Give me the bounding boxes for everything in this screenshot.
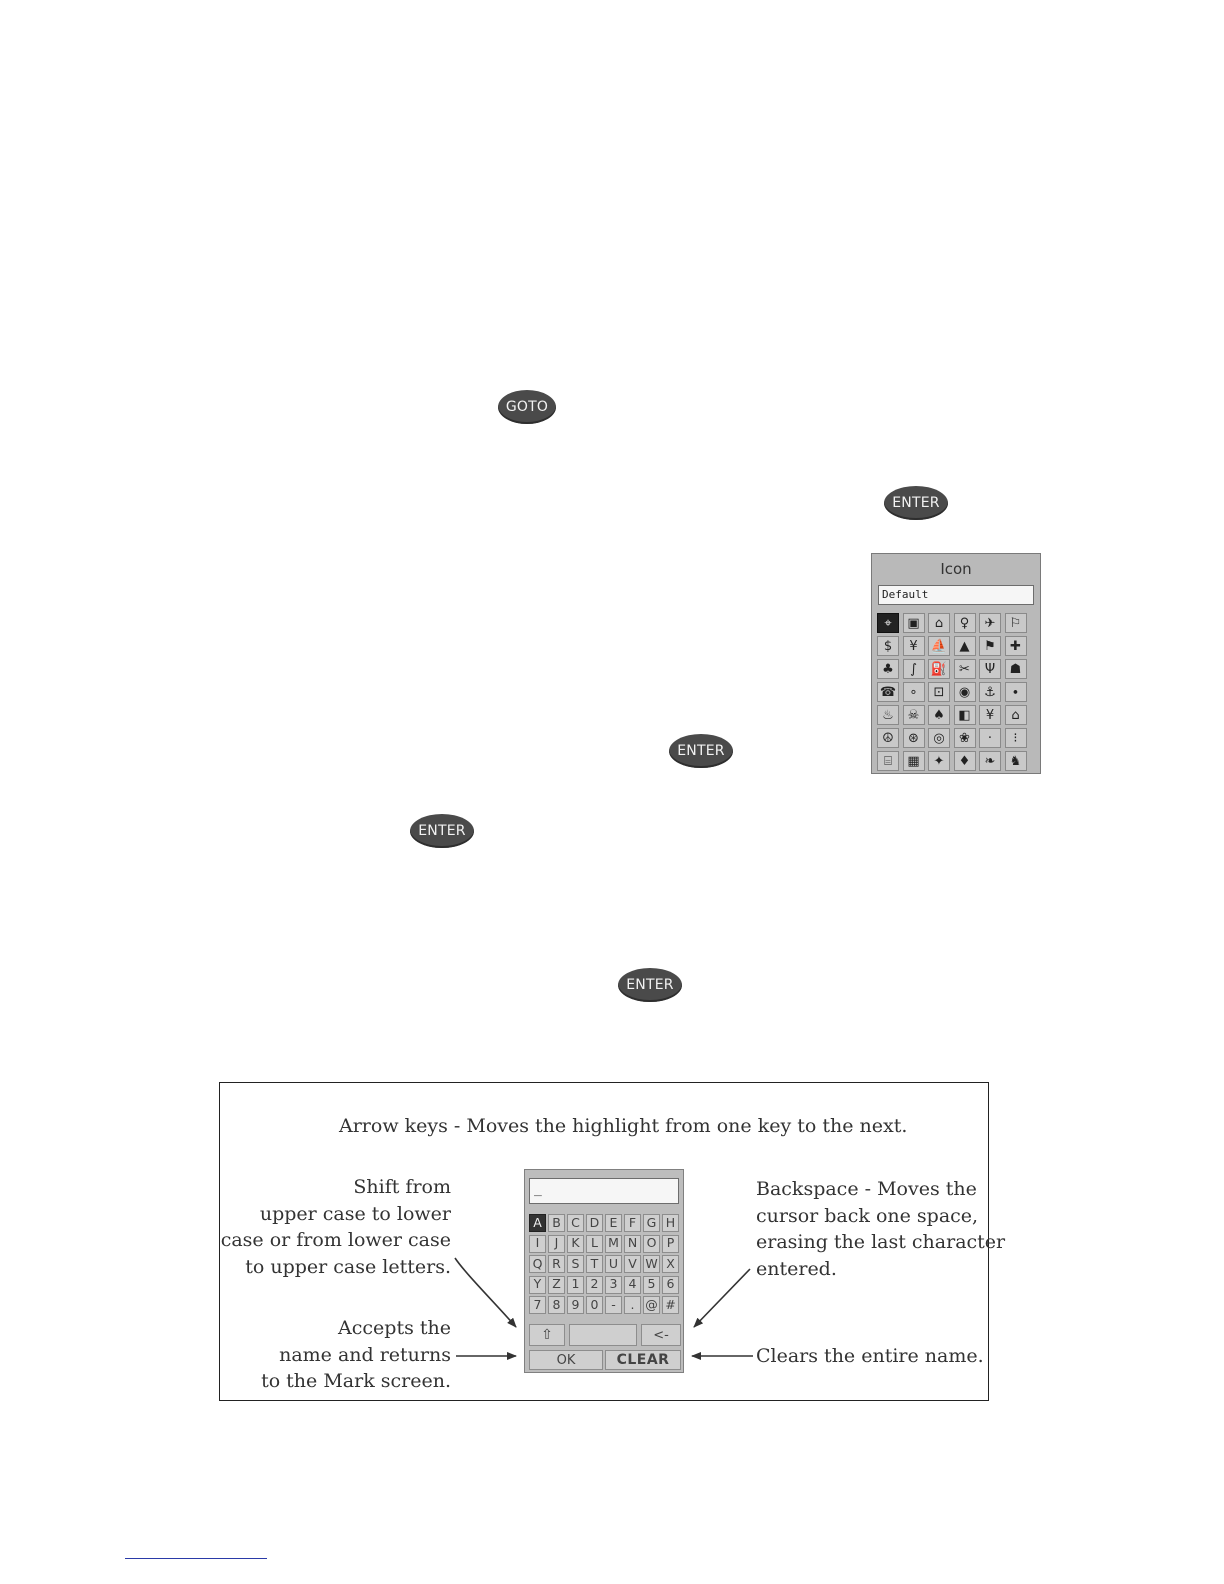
backspace-caption	[756, 1176, 1005, 1282]
keyboard-key[interactable]: 4	[624, 1276, 641, 1294]
keyboard-key[interactable]: I	[529, 1235, 546, 1253]
caption-line: erasing the last character	[756, 1231, 1006, 1253]
waypoint-icon-option[interactable]: ∙	[1005, 682, 1027, 702]
keyboard-diagram	[219, 1082, 1006, 1401]
keyboard-key[interactable]: K	[567, 1235, 584, 1253]
waypoint-icon-option[interactable]: $	[877, 636, 899, 656]
keyboard-key[interactable]: 1	[567, 1276, 584, 1294]
keyboard-key[interactable]: D	[586, 1214, 603, 1232]
waypoint-icon-option[interactable]: ▦	[903, 751, 925, 771]
keyboard-key[interactable]: V	[624, 1255, 641, 1273]
keyboard-key[interactable]: E	[605, 1214, 622, 1232]
shift-caption	[221, 1174, 451, 1280]
waypoint-icon-option[interactable]: ▣	[903, 613, 925, 633]
waypoint-icon-option[interactable]: ⌸	[877, 751, 899, 771]
keyboard-key[interactable]: 7	[529, 1296, 546, 1314]
caption-line: Accepts the	[338, 1317, 451, 1339]
waypoint-icon-option[interactable]: ▲	[954, 636, 976, 656]
waypoint-icon-option[interactable]: ⛵	[928, 636, 950, 656]
waypoint-icon-option[interactable]: ⌂	[928, 613, 950, 633]
keyboard-key[interactable]: L	[586, 1235, 603, 1253]
waypoint-icon-option[interactable]: ·	[979, 728, 1001, 748]
waypoint-icon-option[interactable]: ♨	[877, 705, 899, 725]
waypoint-icon-option[interactable]: ⊛	[903, 728, 925, 748]
clear-caption: Clears the entire name.	[756, 1345, 984, 1367]
enter-key-icon: ENTER	[669, 734, 733, 768]
waypoint-icon-option[interactable]: ✚	[1005, 636, 1027, 656]
waypoint-icon-option[interactable]: ☎	[877, 682, 899, 702]
waypoint-icon-option[interactable]: ♦	[954, 751, 976, 771]
waypoint-icon-option[interactable]: ⚓	[979, 682, 1001, 702]
waypoint-icon-option[interactable]: ⚑	[979, 636, 1001, 656]
icon-grid	[877, 613, 1037, 771]
backspace-key[interactable]: <-	[641, 1324, 681, 1346]
waypoint-icon-option[interactable]: ∫	[903, 659, 925, 679]
keyboard-key[interactable]: -	[605, 1296, 622, 1314]
waypoint-icon-option[interactable]: ◧	[954, 705, 976, 725]
keyboard-key[interactable]: S	[567, 1255, 584, 1273]
keyboard-key[interactable]: J	[548, 1235, 565, 1253]
waypoint-icon-option[interactable]: ⛽	[928, 659, 950, 679]
keyboard-key[interactable]: 6	[662, 1276, 679, 1294]
space-key[interactable]	[569, 1324, 637, 1346]
waypoint-icon-option[interactable]: ☮	[877, 728, 899, 748]
keyboard-key[interactable]: P	[662, 1235, 679, 1253]
icon-panel-title: Icon	[940, 560, 972, 578]
footnote-rule	[125, 1558, 267, 1559]
waypoint-icon-option[interactable]: ♣	[877, 659, 899, 679]
goto-key-icon: GOTO	[498, 390, 556, 424]
waypoint-icon-option[interactable]: ⊡	[928, 682, 950, 702]
keyboard-key[interactable]: N	[624, 1235, 641, 1253]
accept-caption	[261, 1315, 451, 1395]
enter-key-icon: ENTER	[410, 814, 474, 848]
waypoint-icon-option[interactable]: ☠	[903, 705, 925, 725]
waypoint-icon-option[interactable]: ¥	[979, 705, 1001, 725]
waypoint-icon-option[interactable]: ✂	[954, 659, 976, 679]
waypoint-icon-option[interactable]: ☗	[1005, 659, 1027, 679]
keyboard-key[interactable]: R	[548, 1255, 565, 1273]
keyboard-key[interactable]: M	[605, 1235, 622, 1253]
keyboard-key[interactable]: 0	[586, 1296, 603, 1314]
keyboard-key[interactable]: Y	[529, 1276, 546, 1294]
waypoint-icon-option[interactable]: Ψ	[979, 659, 1001, 679]
waypoint-icon-option[interactable]: ⌖	[877, 613, 899, 633]
keyboard-key[interactable]: 2	[586, 1276, 603, 1294]
keyboard-key[interactable]: W	[643, 1255, 660, 1273]
clear-button[interactable]: CLEAR	[605, 1350, 681, 1370]
keyboard-key[interactable]: .	[624, 1296, 641, 1314]
keyboard-key[interactable]: U	[605, 1255, 622, 1273]
keyboard-key[interactable]: T	[586, 1255, 603, 1273]
shift-key[interactable]: ⇧	[529, 1324, 565, 1346]
waypoint-icon-option[interactable]: ◉	[954, 682, 976, 702]
waypoint-icon-option[interactable]: ♠	[928, 705, 950, 725]
waypoint-icon-option[interactable]: ❀	[954, 728, 976, 748]
keyboard-key-grid	[529, 1214, 681, 1314]
waypoint-icon-option[interactable]: ¥	[903, 636, 925, 656]
caption-line: to upper case letters.	[245, 1255, 451, 1278]
keyboard-key[interactable]: 3	[605, 1276, 622, 1294]
keyboard-key[interactable]: #	[662, 1296, 679, 1314]
waypoint-icon-option[interactable]: ✈	[979, 613, 1001, 633]
enter-key-icon: ENTER	[884, 486, 948, 520]
name-input[interactable]: _	[529, 1178, 679, 1204]
waypoint-icon-option[interactable]: ⁝	[1005, 728, 1027, 748]
waypoint-icon-option[interactable]: ⚐	[1005, 613, 1027, 633]
keyboard-key[interactable]: C	[567, 1214, 584, 1232]
keyboard-key[interactable]: B	[548, 1214, 565, 1232]
keyboard-key[interactable]: O	[643, 1235, 660, 1253]
caption-line: Shift from	[353, 1176, 451, 1198]
caption-line: cursor back one space,	[756, 1204, 979, 1227]
caption-line: entered.	[756, 1257, 837, 1280]
waypoint-icon-option[interactable]: ❧	[979, 751, 1001, 771]
waypoint-icon-option[interactable]: ∘	[903, 682, 925, 702]
caption-line: to the Mark screen.	[261, 1370, 451, 1392]
arrow-keys-caption: Arrow keys - Moves the highlight from one key to the next.	[339, 1115, 908, 1137]
caption-line: name and returns	[279, 1343, 451, 1366]
keyboard-key[interactable]: @	[643, 1296, 660, 1314]
keyboard-key[interactable]: 5	[643, 1276, 660, 1294]
enter-key-icon: ENTER	[618, 968, 682, 1002]
keyboard-key[interactable]: Q	[529, 1255, 546, 1273]
keyboard-key[interactable]: A	[529, 1214, 546, 1232]
waypoint-icon-option[interactable]: ⌂	[1005, 705, 1027, 725]
waypoint-icon-option[interactable]: ✦	[928, 751, 950, 771]
onscreen-keyboard	[524, 1169, 684, 1373]
keyboard-key[interactable]: Z	[548, 1276, 565, 1294]
icon-selection-panel	[871, 553, 1041, 774]
waypoint-icon-option[interactable]: ◎	[928, 728, 950, 748]
keyboard-key[interactable]: X	[662, 1255, 679, 1273]
keyboard-key[interactable]: 9	[567, 1296, 584, 1314]
backspace-arrow	[694, 1269, 750, 1327]
keyboard-key[interactable]: G	[643, 1214, 660, 1232]
keyboard-key[interactable]: F	[624, 1214, 641, 1232]
caption-line: upper case to lower	[259, 1202, 451, 1225]
keyboard-key[interactable]: 8	[548, 1296, 565, 1314]
keyboard-key[interactable]: H	[662, 1214, 679, 1232]
ok-button[interactable]: OK	[529, 1350, 603, 1370]
waypoint-icon-option[interactable]: ♞	[1005, 751, 1027, 771]
waypoint-icon-option[interactable]: ♀	[954, 613, 976, 633]
caption-line: Backspace - Moves the	[756, 1178, 977, 1200]
icon-name-field[interactable]: Default	[878, 585, 1034, 605]
shift-arrow	[455, 1258, 516, 1327]
caption-line: case or from lower case	[220, 1229, 451, 1251]
